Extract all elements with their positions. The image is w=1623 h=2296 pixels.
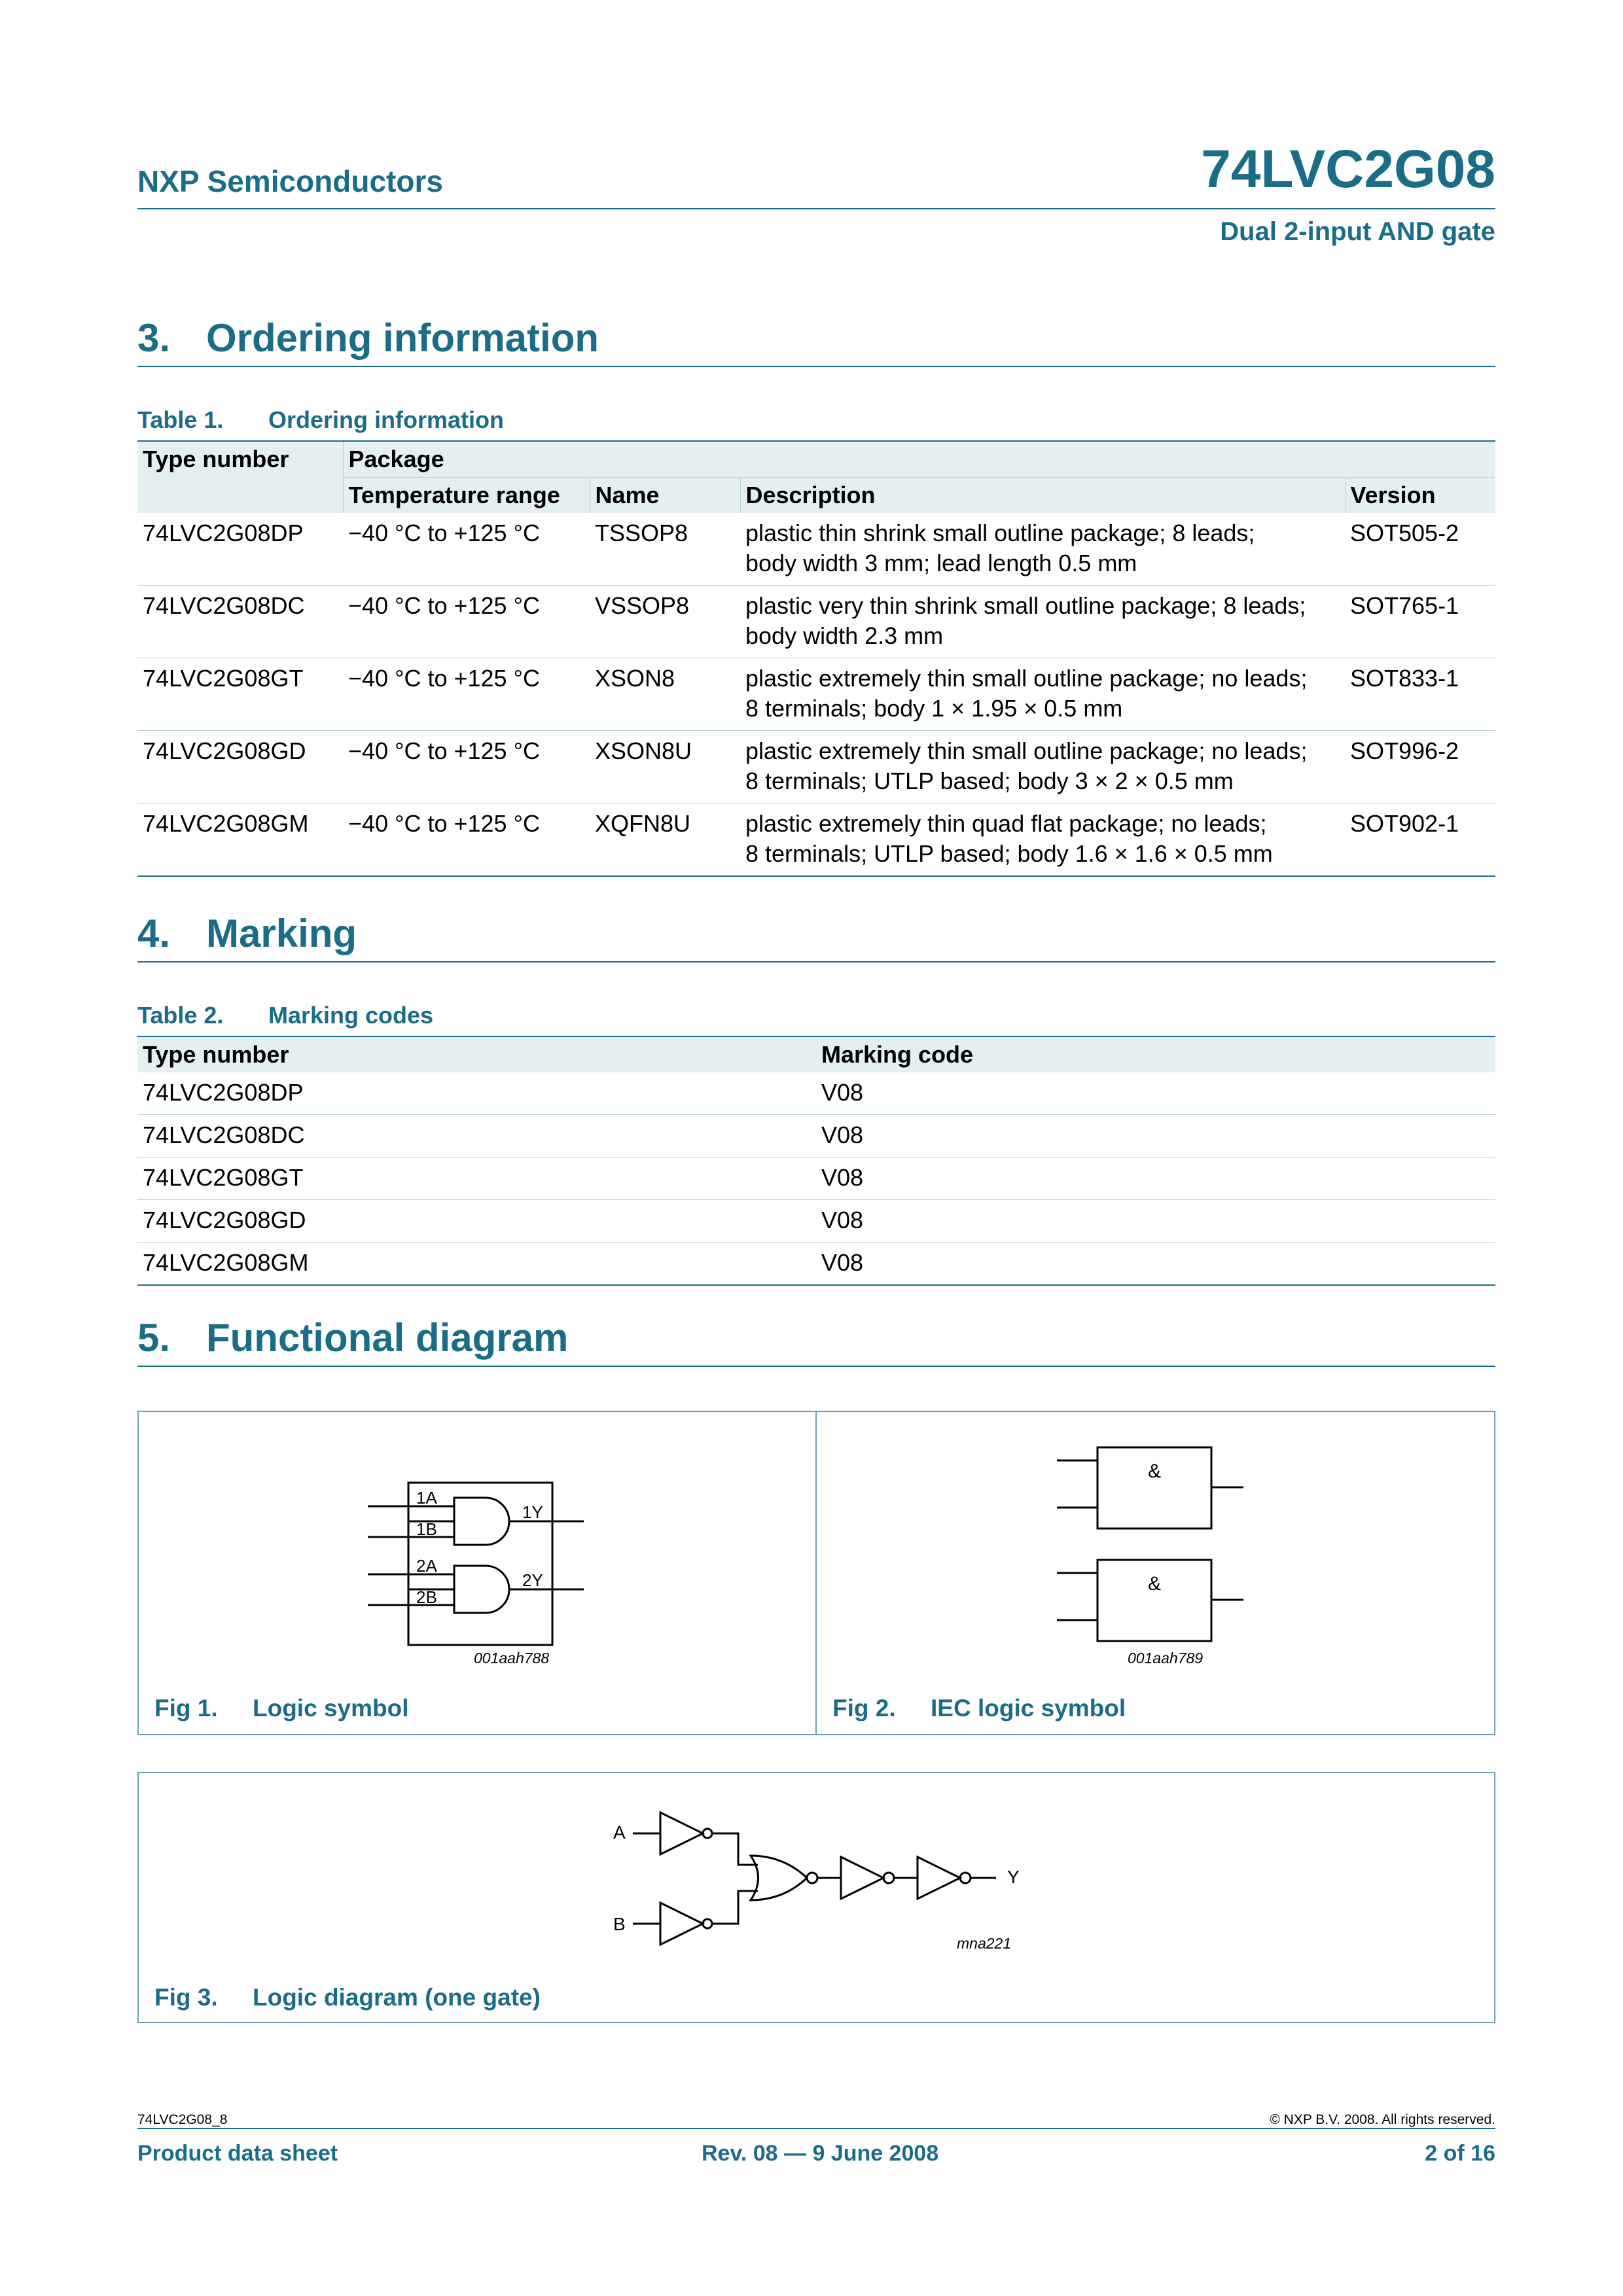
nor-gate-bubble: [807, 1873, 817, 1883]
cell-version: SOT505-2: [1345, 513, 1495, 586]
figure-label: Fig 1.: [154, 1695, 218, 1722]
table-row: [137, 1157, 1495, 1200]
part-number: 74LVC2G08: [1201, 139, 1495, 199]
figure-3-box: [137, 1772, 1495, 2023]
cell-description: [740, 804, 1345, 877]
section-heading-functional: [137, 1315, 1495, 1367]
description-line: 8 terminals; UTLP based; body 3 × 2 × 0.5 mm: [745, 768, 1234, 794]
table-row: [137, 1072, 1495, 1115]
pin-label-2a: 2A: [416, 1556, 437, 1576]
figure-1-box: [137, 1411, 817, 1735]
pin-label-2y: 2Y: [522, 1570, 543, 1590]
cell-description: [740, 513, 1345, 586]
table-row: [137, 658, 1495, 731]
inverter-b: [660, 1903, 703, 1945]
cell-code: V08: [816, 1157, 1495, 1200]
cell-temp: −40 °C to +125 °C: [343, 658, 590, 731]
cell-temp: −40 °C to +125 °C: [343, 586, 590, 658]
nor-gate: [751, 1856, 807, 1900]
iec-gate-2: [1097, 1560, 1211, 1641]
section-heading-ordering: [137, 315, 1495, 367]
document-subtitle: Dual 2-input AND gate: [1220, 217, 1495, 246]
iec-logic-symbol-diagram: [817, 1412, 1494, 1734]
figure-title: IEC logic symbol: [931, 1695, 1126, 1722]
table-row: [137, 513, 1495, 586]
iec-and-symbol: &: [1147, 1573, 1162, 1595]
section-title: Marking: [206, 911, 357, 955]
section-number: 3.: [137, 316, 171, 360]
description-line: plastic thin shrink small outline package; 8 leads;: [745, 520, 1255, 546]
cell-type: 74LVC2G08GT: [137, 1157, 816, 1200]
cell-code: V08: [816, 1072, 1495, 1115]
cell-name: XQFN8U: [590, 804, 740, 877]
header-type-number: Type number: [137, 441, 343, 513]
table-label: Table 1.: [137, 406, 224, 433]
logic-symbol-diagram: [139, 1412, 815, 1734]
cell-type: 74LVC2G08DC: [137, 586, 343, 658]
table-row: [137, 804, 1495, 877]
description-line: body width 2.3 mm: [745, 622, 944, 649]
description-line: plastic extremely thin small outline package; no leads;: [745, 665, 1308, 692]
figure-2-box: [815, 1411, 1495, 1735]
and-gate-2: [454, 1566, 509, 1613]
table-title: Ordering information: [268, 406, 504, 433]
table-row: [137, 1115, 1495, 1157]
header-type-number: Type number: [137, 1036, 816, 1072]
ordering-table: [137, 440, 1495, 877]
footer-copyright: © NXP B.V. 2008. All rights reserved.: [1270, 2112, 1495, 2127]
company-name: NXP Semiconductors: [137, 164, 443, 198]
table-row: [137, 1200, 1495, 1243]
iec-and-symbol: &: [1147, 1460, 1162, 1482]
cell-code: V08: [816, 1200, 1495, 1243]
cell-description: [740, 586, 1345, 658]
cell-type: 74LVC2G08GD: [137, 731, 343, 804]
cell-description: [740, 731, 1345, 804]
cell-version: SOT765-1: [1345, 586, 1495, 658]
figure-2-caption: [832, 1695, 1126, 1722]
section-heading-marking: [137, 911, 1495, 963]
table1-caption: [137, 406, 504, 434]
figure-id: mna221: [957, 1935, 1012, 1952]
and-gate-1: [454, 1498, 509, 1545]
header-marking-code: Marking code: [816, 1036, 1495, 1072]
cell-description: [740, 658, 1345, 731]
cell-name: TSSOP8: [590, 513, 740, 586]
figure-label: Fig 3.: [154, 1984, 218, 2011]
output-label-y: Y: [1007, 1867, 1020, 1887]
description-line: 8 terminals; UTLP based; body 1.6 × 1.6 × 0.5 mm: [745, 840, 1273, 867]
header-description: Description: [740, 478, 1345, 514]
cell-temp: −40 °C to +125 °C: [343, 513, 590, 586]
pin-label-1y: 1Y: [522, 1502, 543, 1522]
header-name: Name: [590, 478, 740, 514]
table-label: Table 2.: [137, 1002, 224, 1029]
cell-temp: −40 °C to +125 °C: [343, 804, 590, 877]
cell-name: XSON8: [590, 658, 740, 731]
inverter-3: [841, 1857, 883, 1899]
figure-label: Fig 2.: [832, 1695, 896, 1722]
section-number: 4.: [137, 911, 171, 955]
cell-type: 74LVC2G08DP: [137, 1072, 816, 1115]
section-number: 5.: [137, 1316, 171, 1360]
cell-version: SOT902-1: [1345, 804, 1495, 877]
description-line: body width 3 mm; lead length 0.5 mm: [745, 550, 1137, 576]
cell-temp: −40 °C to +125 °C: [343, 731, 590, 804]
cell-code: V08: [816, 1243, 1495, 1286]
table-header-row: [137, 1036, 1495, 1072]
cell-type: 74LVC2G08DP: [137, 513, 343, 586]
figure-3-caption: [154, 1984, 541, 2011]
pin-label-2b: 2B: [416, 1587, 437, 1607]
cell-name: XSON8U: [590, 731, 740, 804]
cell-type: 74LVC2G08DC: [137, 1115, 816, 1157]
cell-type: 74LVC2G08GD: [137, 1200, 816, 1243]
cell-name: VSSOP8: [590, 586, 740, 658]
inverter-a: [660, 1812, 703, 1854]
footer-rule: [137, 2128, 1495, 2129]
figure-title: Logic symbol: [253, 1695, 409, 1722]
pin-label-1b: 1B: [416, 1519, 437, 1539]
cell-type: 74LVC2G08GM: [137, 1243, 816, 1286]
table-title: Marking codes: [268, 1002, 434, 1029]
cell-type: 74LVC2G08GM: [137, 804, 343, 877]
figure-title: Logic diagram (one gate): [253, 1984, 541, 2011]
iec-gate-1: [1097, 1447, 1211, 1528]
pin-label-1a: 1A: [416, 1488, 437, 1508]
cell-code: V08: [816, 1115, 1495, 1157]
figure-id: 001aah788: [474, 1650, 550, 1667]
figure-id: 001aah789: [1128, 1650, 1204, 1667]
description-line: plastic extremely thin small outline package; no leads;: [745, 737, 1308, 764]
table-row: [137, 731, 1495, 804]
header-package: Package: [343, 441, 1495, 478]
description-line: plastic extremely thin quad flat package; no leads;: [745, 810, 1267, 837]
input-label-a: A: [613, 1822, 626, 1843]
figure-1-caption: [154, 1695, 408, 1722]
table-row: [137, 586, 1495, 658]
description-line: plastic very thin shrink small outline package; 8 leads;: [745, 592, 1306, 619]
cell-type: 74LVC2G08GT: [137, 658, 343, 731]
table-row: [137, 1243, 1495, 1286]
section-title: Functional diagram: [206, 1316, 569, 1360]
table-header-row: [137, 441, 1495, 478]
cell-version: SOT996-2: [1345, 731, 1495, 804]
footer-page-number: 2 of 16: [1425, 2141, 1495, 2166]
footer-document-type: Product data sheet: [137, 2141, 338, 2166]
cell-version: SOT833-1: [1345, 658, 1495, 731]
marking-table: [137, 1036, 1495, 1286]
header-version: Version: [1345, 478, 1495, 514]
header-rule: [137, 208, 1495, 209]
header-temperature-range: Temperature range: [343, 478, 590, 514]
footer-revision: Rev. 08 — 9 June 2008: [702, 2141, 939, 2166]
description-line: 8 terminals; body 1 × 1.95 × 0.5 mm: [745, 695, 1123, 722]
table2-caption: [137, 1002, 433, 1029]
section-title: Ordering information: [206, 316, 599, 360]
footer-document-id: 74LVC2G08_8: [137, 2112, 228, 2127]
inverter-4: [918, 1857, 960, 1899]
input-label-b: B: [613, 1914, 626, 1934]
